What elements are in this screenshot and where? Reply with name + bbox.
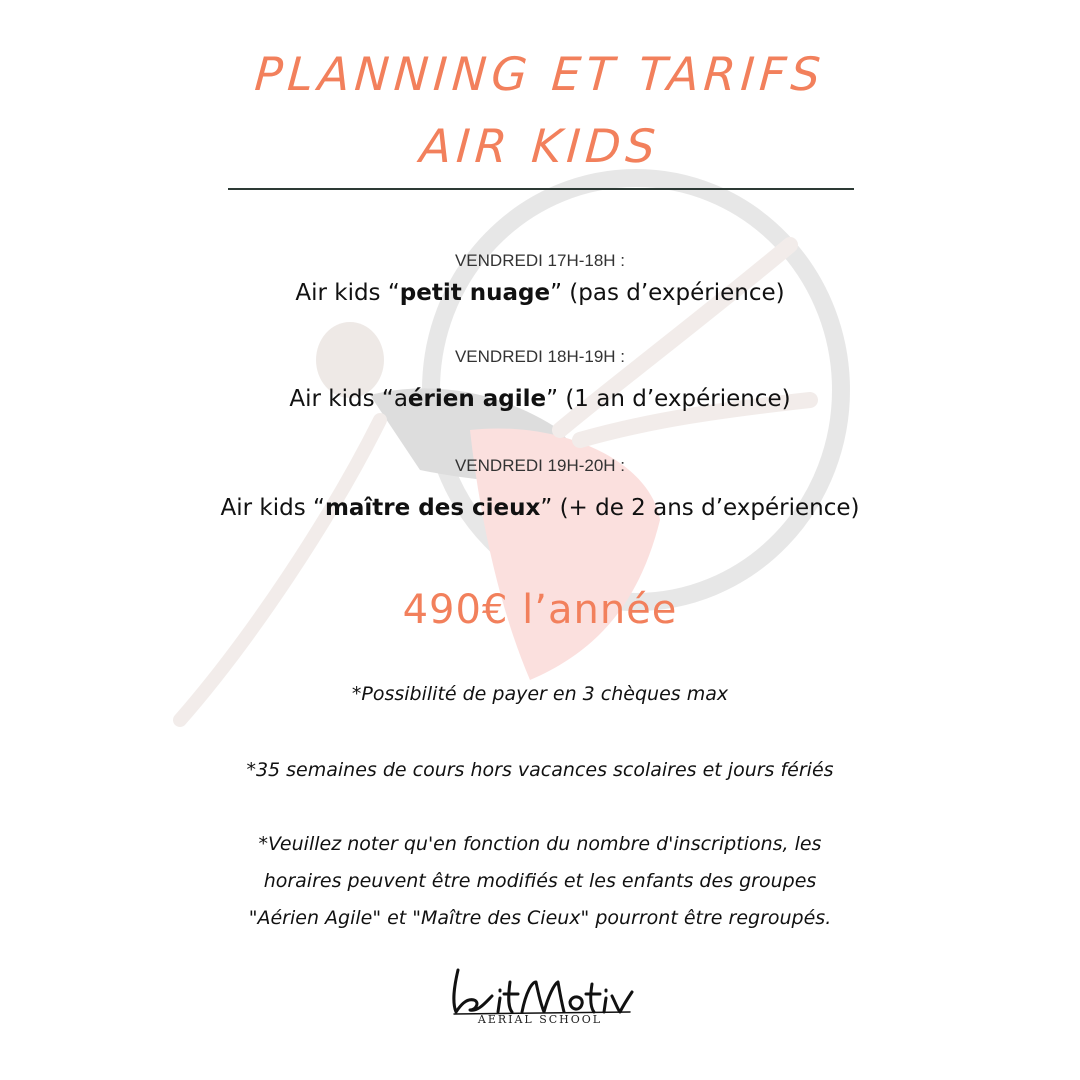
note-disclaimer-line: "Aérien Agile" et "Maître des Cieux" pourront être regroupés. xyxy=(248,907,832,929)
slot-group-name: érien agile xyxy=(407,386,547,412)
slot-suffix: ” (pas d’expérience) xyxy=(550,280,785,306)
note-disclaimer-line: horaires peuvent être modifiés et les enfants des groupes xyxy=(263,870,817,892)
slot-description xyxy=(0,497,1080,520)
slot-group-name: maître des cieux xyxy=(324,495,541,521)
slot-prefix: Air kids “a xyxy=(289,386,408,412)
slot-time-label: VENDREDI 18H-19H : xyxy=(454,347,626,366)
slot-description xyxy=(0,388,1080,411)
slot-description xyxy=(0,282,1080,305)
slot-group-name: petit nuage xyxy=(399,280,551,306)
page-subtitle: AIR KIDS xyxy=(418,119,662,173)
slot-time-label: VENDREDI 17H-18H : xyxy=(454,251,626,270)
slot-suffix: ” (1 an d’expérience) xyxy=(546,386,791,412)
price: 490€ l’année xyxy=(402,587,678,633)
slot-prefix: Air kids “ xyxy=(295,280,400,306)
page-title: PLANNING ET TARIFS xyxy=(253,47,827,101)
note-disclaimer-line: *Veuillez noter qu'en fonction du nombre d'inscriptions, les xyxy=(258,833,822,855)
note-payment: *Possibilité de payer en 3 chèques max xyxy=(351,683,729,705)
logo-subtitle: AERIAL SCHOOL xyxy=(477,1013,603,1026)
note-weeks: *35 semaines de cours hors vacances scolaires et jours fériés xyxy=(246,759,834,781)
slot-suffix: ” (+ de 2 ans d’expérience) xyxy=(540,495,860,521)
divider xyxy=(228,188,854,190)
slot-time-label: VENDREDI 19H-20H : xyxy=(454,456,626,475)
slot-prefix: Air kids “ xyxy=(220,495,325,521)
